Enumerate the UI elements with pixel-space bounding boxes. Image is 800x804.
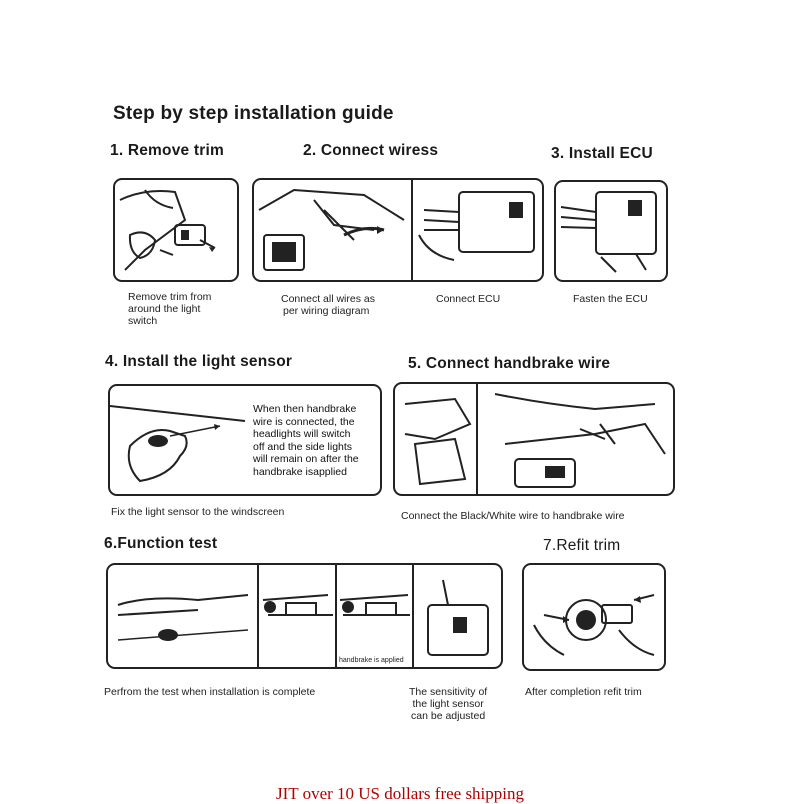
step-1-caption-line: switch [128, 315, 158, 327]
step-4-note [253, 403, 359, 478]
step-4-note-line: handbrake isapplied [253, 465, 347, 478]
step-2-caption-line: per wiring diagram [283, 305, 370, 317]
step-2-caption-line: Connect all wires as [281, 293, 375, 305]
step-2-caption-wiring [281, 293, 375, 317]
page-title: Step by step installation guide [113, 103, 394, 124]
step-5-illustration [393, 382, 675, 496]
handbrake-applied-label: handbrake is applied [339, 657, 404, 664]
step-6-caption-test: Perfrom the test when installation is complete [104, 686, 316, 698]
step-1-caption-line: Remove trim from [128, 291, 212, 303]
step-7-illustration [522, 563, 666, 671]
step-6-illustration [106, 563, 503, 669]
step-7-caption: After completion refit trim [525, 686, 642, 698]
function-test-drawing [108, 565, 501, 667]
light-sensor-drawing [110, 386, 250, 494]
step-5-heading: 5. Connect handbrake wire [408, 355, 611, 372]
step-4-note-line: will remain on after the [253, 453, 359, 465]
install-ecu-drawing [556, 182, 666, 280]
step-1-illustration [113, 178, 239, 282]
step-1-caption-line: around the light [128, 303, 201, 315]
step-4-heading: 4. Install the light sensor [105, 353, 293, 370]
step-2-illustration [252, 178, 544, 282]
step-7-heading: 7.Refit trim [543, 537, 621, 554]
step-6-heading: 6.Function test [104, 535, 218, 552]
handbrake-wire-drawing [395, 384, 673, 494]
step-4-note-line: headlights will switch [253, 428, 351, 440]
refit-trim-drawing [524, 565, 664, 669]
step-4-note-line: off and the side lights [253, 440, 353, 453]
step-2-heading: 2. Connect wiress [303, 142, 439, 159]
step-6-caption-line: can be adjusted [411, 710, 486, 722]
step-5-caption: Connect the Black/White wire to handbrake wire [401, 510, 625, 522]
step-6-caption-line: the light sensor [412, 698, 484, 710]
step-4-caption: Fix the light sensor to the windscreen [111, 506, 285, 518]
step-4-illustration [108, 384, 382, 496]
step-4-note-line: wire is connected, the [253, 415, 355, 428]
step-1-heading: 1. Remove trim [110, 142, 224, 159]
remove-trim-drawing [115, 180, 237, 280]
step-4-note-line: When then handbrake [253, 403, 357, 415]
step-6-caption-line: The sensitivity of [409, 686, 488, 698]
step-3-heading: 3. Install ECU [551, 145, 653, 162]
step-6-caption-sensitivity [409, 686, 487, 722]
shipping-banner: JIT over 10 US dollars free shipping [275, 784, 525, 803]
step-1-caption [128, 291, 211, 327]
step-2-caption-ecu: Connect ECU [436, 293, 501, 305]
step-3-illustration [554, 180, 668, 282]
connect-wires-drawing [254, 180, 542, 280]
step-3-caption: Fasten the ECU [573, 293, 648, 305]
